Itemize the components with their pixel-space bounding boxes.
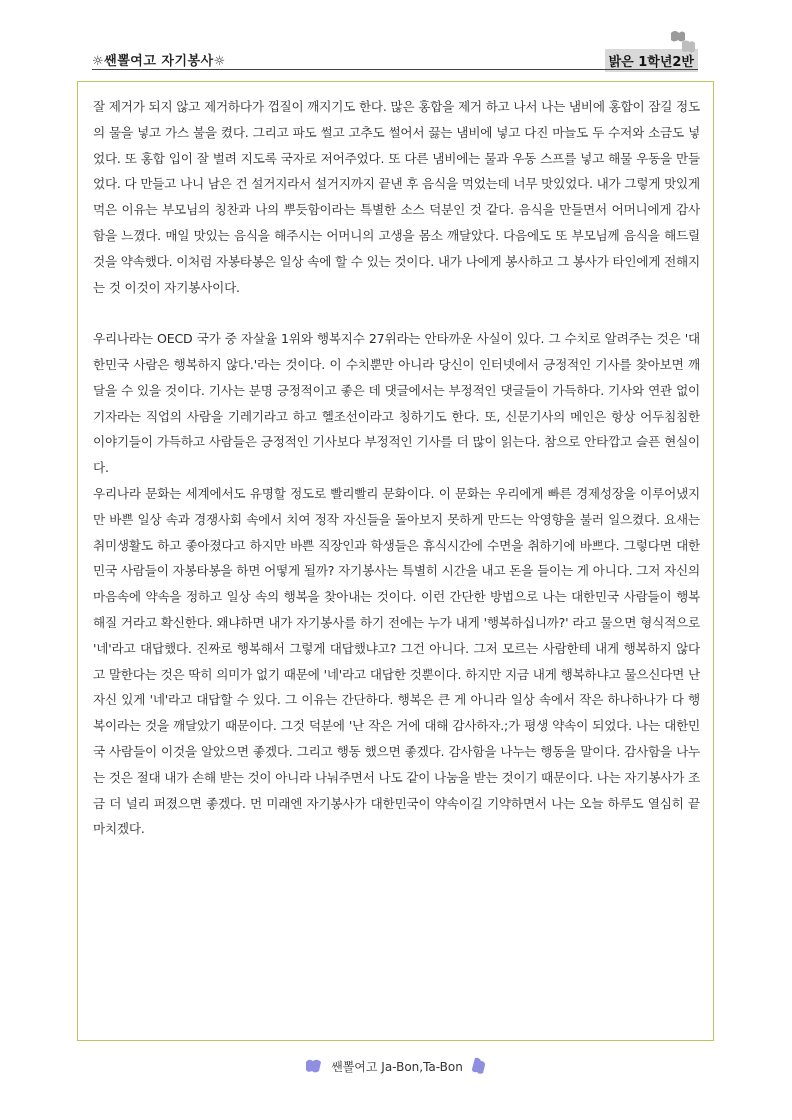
puzzle-left-icon (305, 1058, 323, 1074)
paragraph-gap (93, 300, 700, 326)
footer-text: 쌘뽈여고 Ja-Bon,Ta-Bon (331, 1059, 463, 1074)
paragraph: 우리나라는 OECD 국가 중 자살율 1위와 행복지수 27위라는 안타까운 사실이 있다. 그 수치로 알려주는 것은 '대한민국 사람은 행복하지 않다.'라는 것이다. 이 수치뿐만 아니라 당신이 인터넷에서 긍정적인 기사를 찾아보면 깨달을 수 있을 것이다. 기사는 분명 긍정적이고 좋은 데 댓글에서는 부정적인 댓글들이 가득하다. 기사와 연관 없이 기자라는 직업의 사람을 기레기라고 하고 헬조선이라고 칭하기도 한다. 또, 신문기사의 메인은 항상 어두침침한 이야기들이 가득하고 사람들은 긍정적인 기사보다 부정적인 기사를 더 많이 읽는다. 참으로 안타깝고 슬픈 현실이다. (93, 331, 700, 476)
paragraph: 잘 제거가 되지 않고 제거하다가 껍질이 깨지기도 한다. 많은 홍합을 제거 하고 나서 나는 냄비에 홍합이 잠길 정도의 물을 넣고 가스 불을 켰다. 그리고 파도 썰고 고추도 썰어서 끓는 냄비에 넣고 다진 마늘도 두 수저와 소금도 넣었다. 또 홍합 입이 잘 벌려 지도록 국자로 저어주었다. 또 다른 냄비에는 물과 우동 스프를 넣고 해물 우동을 만들었다. 다 만들고 나니 남은 건 설거지라서 설거지까지 끝낸 후 음식을 먹었는데 너무 맛있었다. 내가 그렇게 맛있게 먹은 이유는 부모님의 칭찬과 나의 뿌듯함이라는 특별한 소스 덕분인 것 같다. 음식을 만들면서 어머니에게 감사함을 느꼈다. 매일 맛있는 음식을 해주시는 어머니의 고생을 몸소 깨달았다. 다음에도 또 부모님께 음식을 해드릴 것을 약속했다. 이처럼 자봉타봉은 일상 속에 할 수 있는 것이다. 내가 나에게 봉사하고 그 봉사가 타인에게 전해지는 것 이것이 자기봉사이다. (93, 99, 700, 295)
paragraph: 우리나라 문화는 세계에서도 유명할 정도로 빨리빨리 문화이다. 이 문화는 우리에게 빠른 경제성장을 이루어냈지만 바쁜 일상 속과 경쟁사회 속에서 치여 정작 자신들을 돌아보지 못하게 만드는 악영향을 불러 일으켰다. 요새는 취미생활도 하고 좋아졌다고 하지만 바쁜 직장인과 학생들은 휴식시간에 수면을 취하기에 바쁘다. 그렇다면 대한민국 사람들이 자봉타봉을 하면 어떻게 될까? 자기봉사는 특별히 시간을 내고 돈을 들이는 게 아니다. 그저 자신의 마음속에 약속을 정하고 일상 속의 행복을 찾아내는 것이다. 이런 간단한 방법으로 나는 대한민국 사람들이 행복해질 거라고 확신한다. 왜냐하면 내가 자기봉사를 하기 전에는 누가 내게 '행복하십니까?' 라고 물으면 형식적으로 '네'라고 대답했다. 진짜로 행복해서 그렇게 대답했냐고? 그건 아니다. 그저 모르는 사람한테 내게 행복하지 않다고 말한다는 것은 딱히 의미가 없기 때문에 '네'라고 대답한 것뿐이다. 하지만 지금 내게 행복하냐고 물으신다면 난 자신 있게 '네'라고 대답할 수 있다. 그 이유는 간단하다. 행복은 큰 게 아니라 일상 속에서 작은 하나하나가 다 행복이라는 것을 깨달았기 때문이다. 그것 덕분에 '난 작은 거에 대해 감사하자.;가 평생 약속이 되었다. 나는 대한민국 사람들이 이것을 알았으면 좋겠다. 그리고 행동 했으면 좋겠다. 감사함을 나누는 행동을 말이다. 감사함을 나누는 것은 절대 내가 손해 받는 것이 아니라 나눠주면서 나도 같이 나눔을 받는 것이기 때문이다. 나는 자기봉사가 조금 더 널리 퍼졌으면 좋겠다. 먼 미래엔 자기봉사가 대한민국이 약속이길 기약하면서 나는 오늘 하루도 열심히 끝마치겠다. (93, 485, 700, 837)
essay-body (93, 94, 700, 842)
footer (0, 1057, 792, 1075)
puzzle-decoration-icon (668, 28, 698, 56)
header-divider (92, 69, 698, 70)
class-label: 밝은 1학년2반 (605, 49, 698, 72)
puzzle-right-icon (471, 1057, 487, 1075)
header-title: ☼쌘뽈여고 자기봉사☼ (92, 54, 226, 69)
